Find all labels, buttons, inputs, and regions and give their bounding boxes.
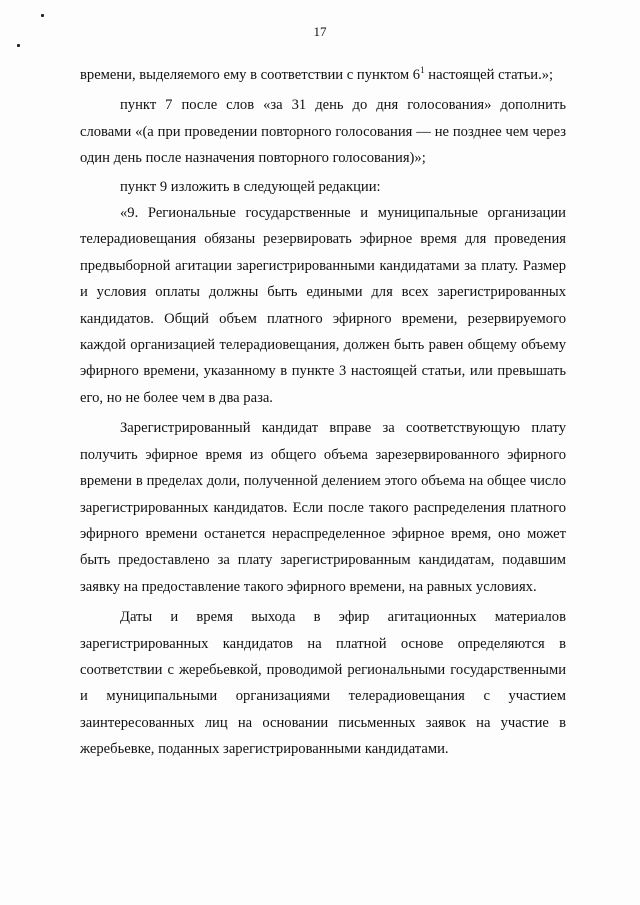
paragraph-item-9: «9. Региональные государственные и муниципальные организации телерадиовещания обязаны резервировать эфирное время для проведения предвыборной агитации зарегистрированными кандидатами за плату. Размер и условия оплаты должны быть едиными для всех зарегистрированных кандидатов. Общий объем платного эфирного времени, резервируемого каждой организацией телерадиовещания, должен быть равен общему объему эфирного времени, указанному в пункте 3 настоящей статьи, или превышать его, но не более чем в два раза. xyxy=(80,205,566,406)
superscript: 1 xyxy=(420,65,425,76)
paragraph-amendment-p7: пункт 7 после слов «за 31 день до дня голосования» дополнить словами «(а при проведении повторного голосования — не позднее чем через один день после назначения повторного голосования)»; xyxy=(80,97,566,167)
scan-speck xyxy=(17,44,20,47)
document-body xyxy=(80,62,566,763)
paragraph-continuation xyxy=(80,62,566,88)
paragraph-text: настоящей статьи.»; xyxy=(424,67,554,83)
paragraph-text: времени, выделяемого ему в соответствии с пунктом 6 xyxy=(80,67,421,83)
paragraph-broadcast-dates: Даты и время выхода в эфир агитационных материалов зарегистрированных кандидатов на платной основе определяются в соответствии с жеребьевкой, проводимой региональными государственными и муниципальными организациями телерадиовещания с участием заинтересованных лиц на основании письменных заявок на участие в жеребьевке, поданных зарегистрированными кандидатами. xyxy=(80,609,566,758)
page-number: 17 xyxy=(313,24,327,39)
scan-speck xyxy=(41,14,44,17)
paragraph-candidate-airtime: Зарегистрированный кандидат вправе за соответствующую плату получить эфирное время из общего объема зарезервированного эфирного времени в пределах доли, полученной делением этого объема на общее число зарегистрированных кандидатов. Если после такого распределения платного эфирного времени останется нераспределенное эфирное время, оно может быть предоставлено за плату зарегистрированным кандидатам, подавшим заявку на предоставление такого эфирного времени, на равных условиях. xyxy=(80,420,566,595)
paragraph-amendment-p9: пункт 9 изложить в следующей редакции: xyxy=(120,178,381,195)
